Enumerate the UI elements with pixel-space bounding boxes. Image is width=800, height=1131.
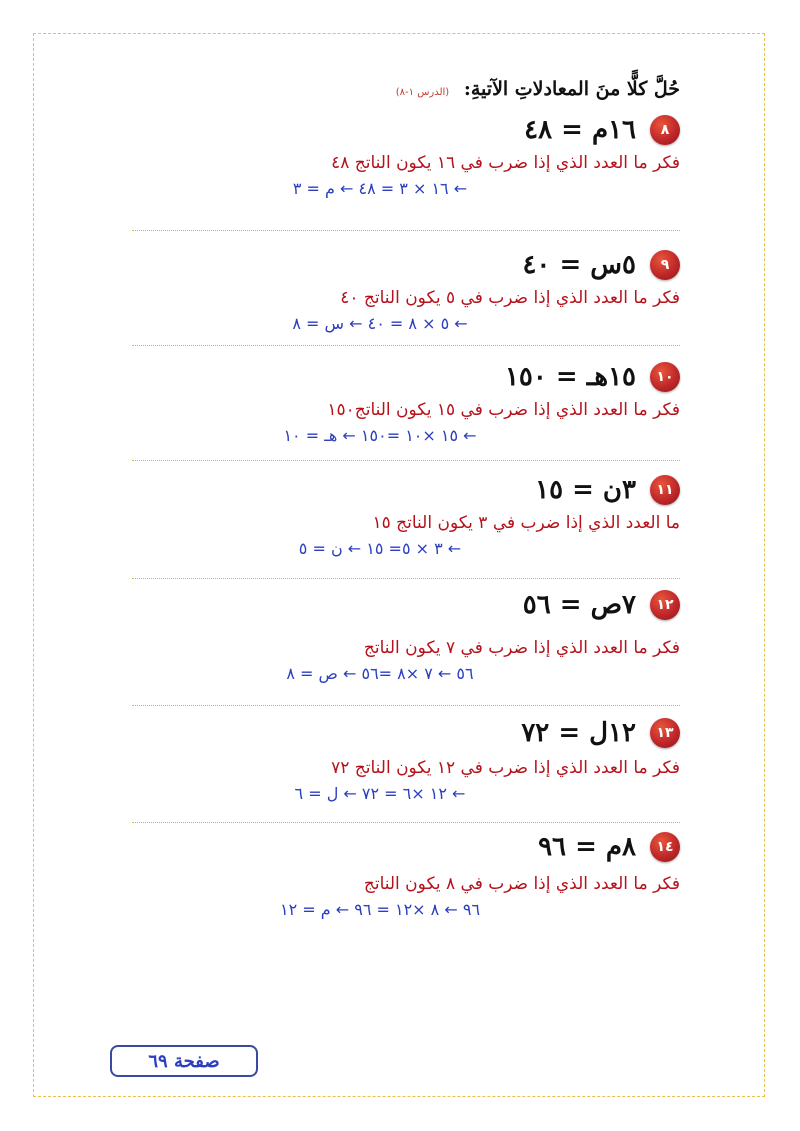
problem-14 (80, 832, 680, 922)
problem-equation: ٧ص = ٥٦ (522, 590, 636, 620)
problem-hint: فكر ما العدد الذي إذا ضرب في ١٥ يكون الناتج١٥٠ (327, 400, 680, 420)
problem-solution: ← ٣ × ٥= ١٥ ← ن = ٥ (298, 539, 462, 558)
divider (132, 230, 680, 231)
problem-hint: فكر ما العدد الذي إذا ضرب في ٧ يكون الناتج (363, 638, 680, 658)
problem-solution: ← ١٢ ×٦ = ٧٢ ← ل = ٦ (294, 784, 466, 803)
problem-equation: ٨م = ٩٦ (538, 832, 636, 862)
problem-solution: ٩٦ ← ٨ ×١٢ = ٩٦ ← م = ١٢ (279, 900, 481, 919)
problem-equation: ٣ن = ١٥ (535, 475, 636, 505)
problem-number-badge: ٩ (650, 250, 680, 280)
problem-10 (80, 362, 680, 448)
problem-equation: ١٥هـ = ١٥٠ (504, 362, 636, 392)
divider (132, 705, 680, 706)
divider (132, 345, 680, 346)
problem-equation: ٥س = ٤٠ (522, 250, 636, 280)
lesson-reference: (الدرس ١-٨) (395, 87, 450, 98)
exercise-title: حُلَّ كلًّا منَ المعادلاتِ الآتيةِ: (463, 78, 680, 100)
problem-hint: فكر ما العدد الذي إذا ضرب في ٨ يكون الناتج (363, 874, 680, 894)
problem-12 (80, 590, 680, 686)
problem-hint: فكر ما العدد الذي إذا ضرب في ١٦ يكون الناتج ٤٨ (331, 153, 680, 173)
divider (132, 460, 680, 461)
divider (132, 578, 680, 579)
problem-hint: فكر ما العدد الذي إذا ضرب في ٥ يكون الناتج ٤٠ (340, 288, 680, 308)
problem-number-badge: ٨ (650, 115, 680, 145)
problem-solution: ← ١٦ × ٣ = ٤٨ ← م = ٣ (292, 179, 468, 198)
problem-9 (80, 250, 680, 336)
problem-number-badge: ١٠ (650, 362, 680, 392)
problem-solution: ← ٥ × ٨ = ٤٠ ← س = ٨ (292, 314, 468, 333)
exercise-header (80, 78, 680, 100)
problem-number-badge: ١٤ (650, 832, 680, 862)
divider (132, 822, 680, 823)
problem-hint: فكر ما العدد الذي إذا ضرب في ١٢ يكون الناتج ٧٢ (331, 758, 680, 778)
problem-solution: ← ١٥ ×١٠ =١٥٠ ← هـ = ١٠ (283, 426, 477, 445)
problem-13 (80, 718, 680, 806)
problem-hint: ما العدد الذي إذا ضرب في ٣ يكون الناتج ١٥ (372, 513, 680, 533)
problem-equation: ١٢ل = ٧٢ (521, 718, 636, 748)
problem-11 (80, 475, 680, 561)
problem-8 (80, 115, 680, 201)
problem-number-badge: ١٢ (650, 590, 680, 620)
problem-solution: ٥٦ ← ٧ ×٨ =٥٦ ← ص = ٨ (286, 664, 474, 683)
problem-equation: ١٦م = ٤٨ (524, 115, 636, 145)
problem-number-badge: ١٣ (650, 718, 680, 748)
problem-number-badge: ١١ (650, 475, 680, 505)
page-number-label: صفحة ٦٩ (110, 1045, 258, 1077)
